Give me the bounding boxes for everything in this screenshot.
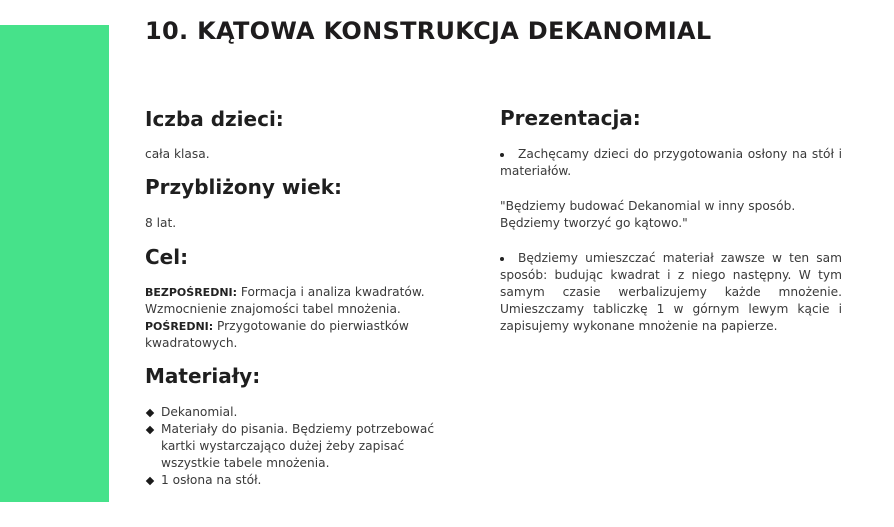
list-item: Dekanomial. — [145, 404, 465, 421]
materials-list — [145, 404, 465, 489]
age-heading: Przybliżony wiek: — [145, 175, 343, 199]
green-accent-bar — [0, 25, 109, 502]
goal-indirect-label: POŚREDNI: — [145, 320, 214, 333]
bullet-icon — [500, 153, 504, 157]
goal-direct-text: Formacja i analiza kwadratów. Wzmocnienie znajomości tabel mnożenia. — [145, 285, 425, 316]
goal-heading: Cel: — [145, 245, 189, 269]
page-title: 10. KĄTOWA KONSTRUKCJA DEKANOMIAL — [145, 17, 712, 45]
presentation-p1: Zachęcamy dzieci do przygotowania osłony na stół i materiałów. — [500, 147, 842, 178]
list-item: Materiały do pisania. Będziemy potrzebować kartki wystarczająco dużej żeby zapisać wszystkie tabele mnożenia. — [145, 421, 465, 472]
diamond-bullet-icon — [146, 426, 154, 434]
list-item: 1 osłona na stół. — [145, 472, 465, 489]
presentation-heading: Prezentacja: — [500, 106, 641, 130]
diamond-bullet-icon — [146, 409, 154, 417]
kids-heading: Iczba dzieci: — [145, 107, 284, 131]
age-value: 8 lat. — [145, 216, 177, 230]
goal-text — [145, 284, 435, 352]
goal-indirect-text: Przygotowanie do pierwiastków kwadratowych. — [145, 319, 409, 350]
bullet-icon — [500, 257, 504, 261]
diamond-bullet-icon — [146, 477, 154, 485]
goal-direct-label: BEZPOŚREDNI: — [145, 286, 238, 299]
presentation-p2: "Będziemy budować Dekanomial w inny sposób. Będziemy tworzyć go kątowo." — [500, 199, 796, 230]
materials-heading: Materiały: — [145, 364, 261, 388]
presentation-p3: Będziemy umieszczać materiał zawsze w ten sam sposób: budując kwadrat i z niego następny. W tym samym czasie werbalizujemy każde mnożenie. Umieszczamy tabliczkę 1 w górnym lewym kącie i zapisujemy wykonane mnożenie na papierze. — [500, 251, 842, 333]
kids-value: cała klasa. — [145, 147, 210, 161]
